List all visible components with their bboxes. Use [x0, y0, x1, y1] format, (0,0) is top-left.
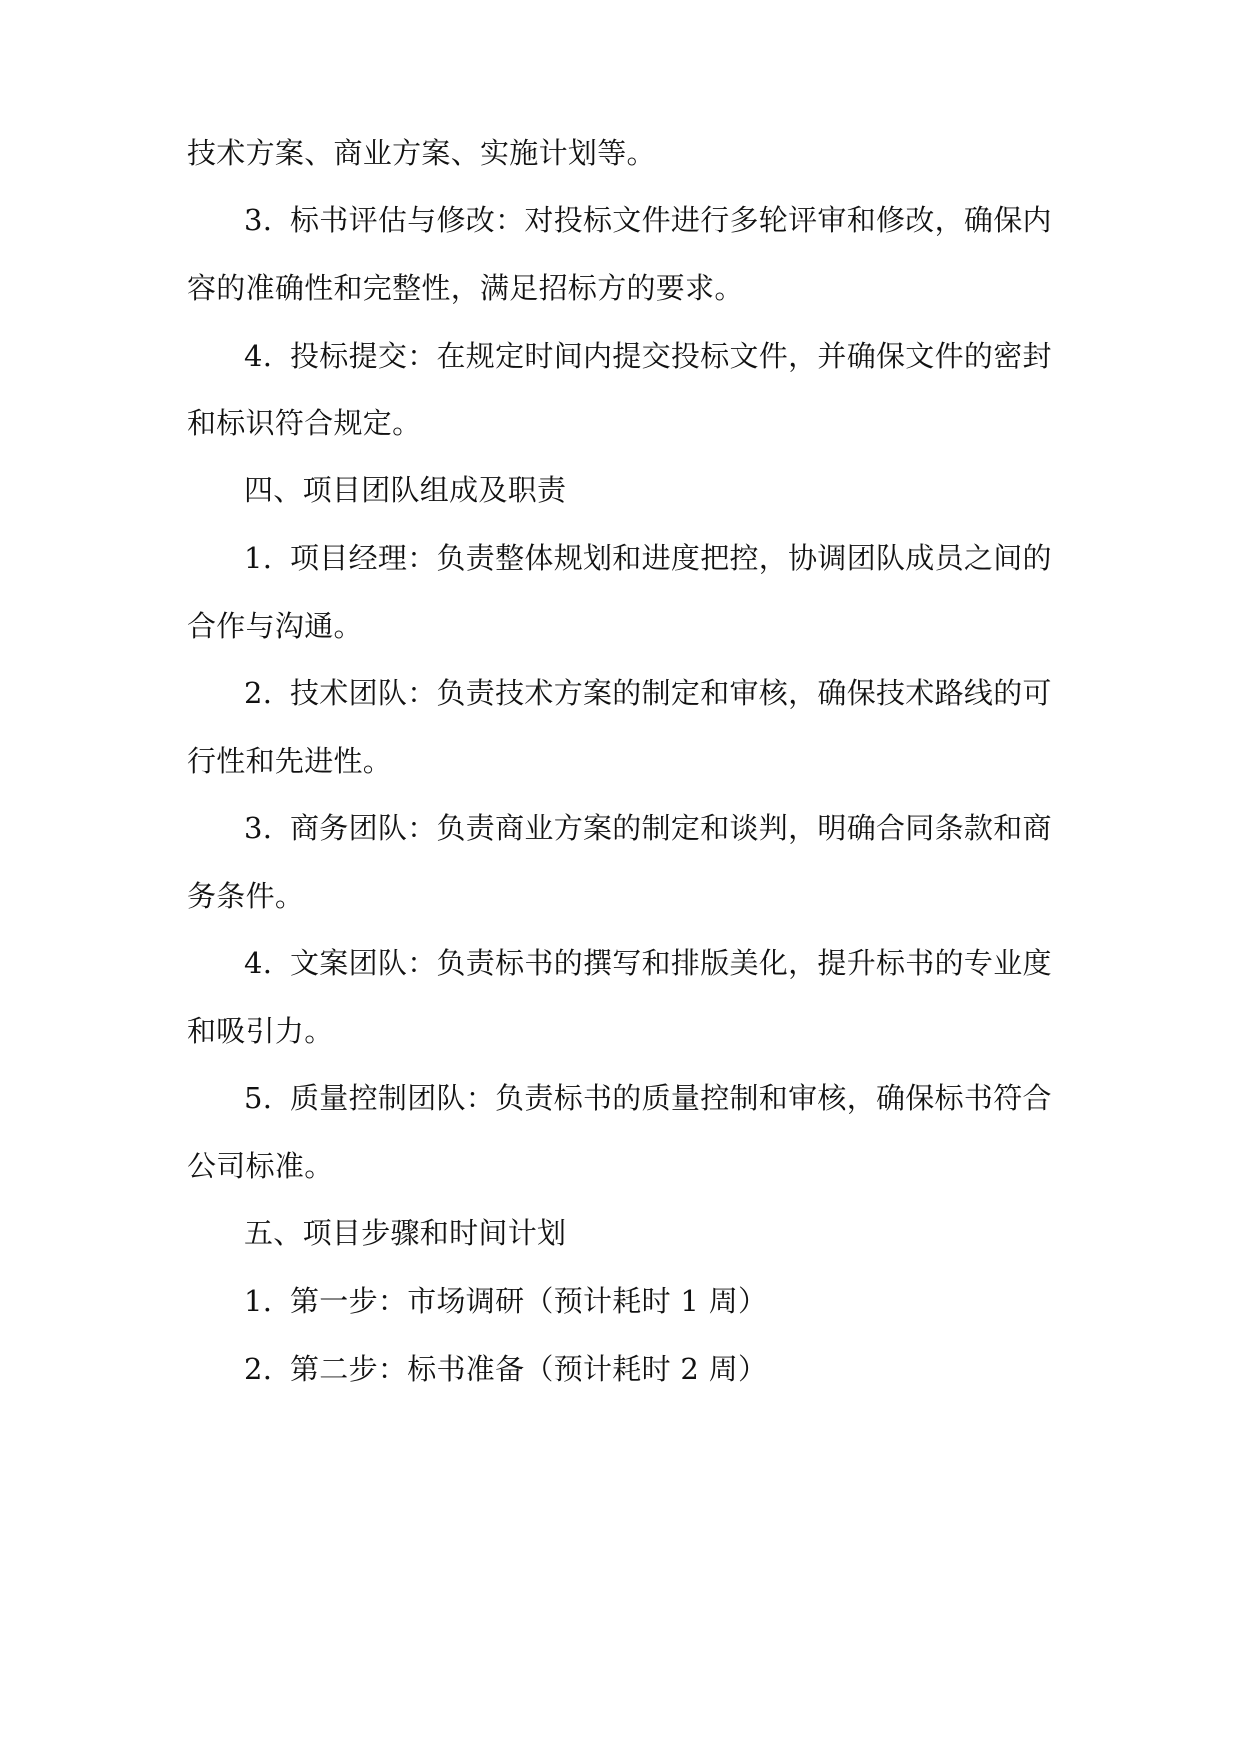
- list-item-line: [244, 673, 1052, 713]
- paragraph-line: [187, 876, 304, 916]
- line-text: 项目经理：负责整体规划和进度把控，协调团队成员之间的: [290, 541, 1052, 575]
- paragraph-line: [187, 1146, 334, 1186]
- section-heading: [244, 1213, 566, 1253]
- list-item-line: [244, 943, 1052, 983]
- list-number: 1.: [244, 1284, 273, 1318]
- paragraph-line: [187, 133, 656, 173]
- paragraph-line: [187, 1011, 334, 1051]
- line-text: 第一步：市场调研（预计耗时 1 周）: [290, 1284, 768, 1318]
- line-text: 文案团队：负责标书的撰写和排版美化，提升标书的专业度: [290, 946, 1052, 980]
- list-item-line: [244, 1281, 767, 1321]
- section-heading: [244, 470, 566, 510]
- paragraph-line: [187, 403, 421, 443]
- line-text: 务条件。: [187, 879, 305, 913]
- line-text: 商务团队：负责商业方案的制定和谈判，明确合同条款和商: [290, 811, 1052, 845]
- list-number: 2.: [244, 676, 273, 710]
- list-number: 3.: [244, 203, 273, 237]
- list-item-line: [244, 808, 1052, 848]
- line-text: 技术团队：负责技术方案的制定和审核，确保技术路线的可: [290, 676, 1052, 710]
- list-item-line: [244, 200, 1052, 240]
- line-text: 技术方案、商业方案、实施计划等。: [187, 136, 656, 170]
- line-text: 行性和先进性。: [187, 744, 393, 778]
- line-text: 标书评估与修改：对投标文件进行多轮评审和修改，确保内: [290, 203, 1052, 237]
- line-text: 第二步：标书准备（预计耗时 2 周）: [290, 1352, 768, 1386]
- list-number: 3.: [244, 811, 273, 845]
- line-text: 投标提交：在规定时间内提交投标文件，并确保文件的密封: [290, 339, 1052, 373]
- list-item-line: [244, 336, 1052, 376]
- list-item-line: [244, 538, 1052, 578]
- line-text: 容的准确性和完整性，满足招标方的要求。: [187, 271, 744, 305]
- list-number: 4.: [244, 339, 273, 373]
- line-text: 和标识符合规定。: [187, 406, 422, 440]
- heading-text: 四、项目团队组成及职责: [244, 473, 567, 507]
- list-item-line: [244, 1349, 767, 1389]
- list-item-line: [244, 1078, 1052, 1118]
- line-text: 合作与沟通。: [187, 609, 363, 643]
- list-number: 4.: [244, 946, 273, 980]
- list-number: 2.: [244, 1352, 273, 1386]
- line-text: 质量控制团队：负责标书的质量控制和审核，确保标书符合: [290, 1081, 1052, 1115]
- paragraph-line: [187, 606, 363, 646]
- list-number: 1.: [244, 541, 273, 575]
- list-number: 5.: [244, 1081, 273, 1115]
- paragraph-line: [187, 741, 392, 781]
- heading-text: 五、项目步骤和时间计划: [244, 1216, 567, 1250]
- paragraph-line: [187, 268, 744, 308]
- line-text: 公司标准。: [187, 1149, 334, 1183]
- line-text: 和吸引力。: [187, 1014, 334, 1048]
